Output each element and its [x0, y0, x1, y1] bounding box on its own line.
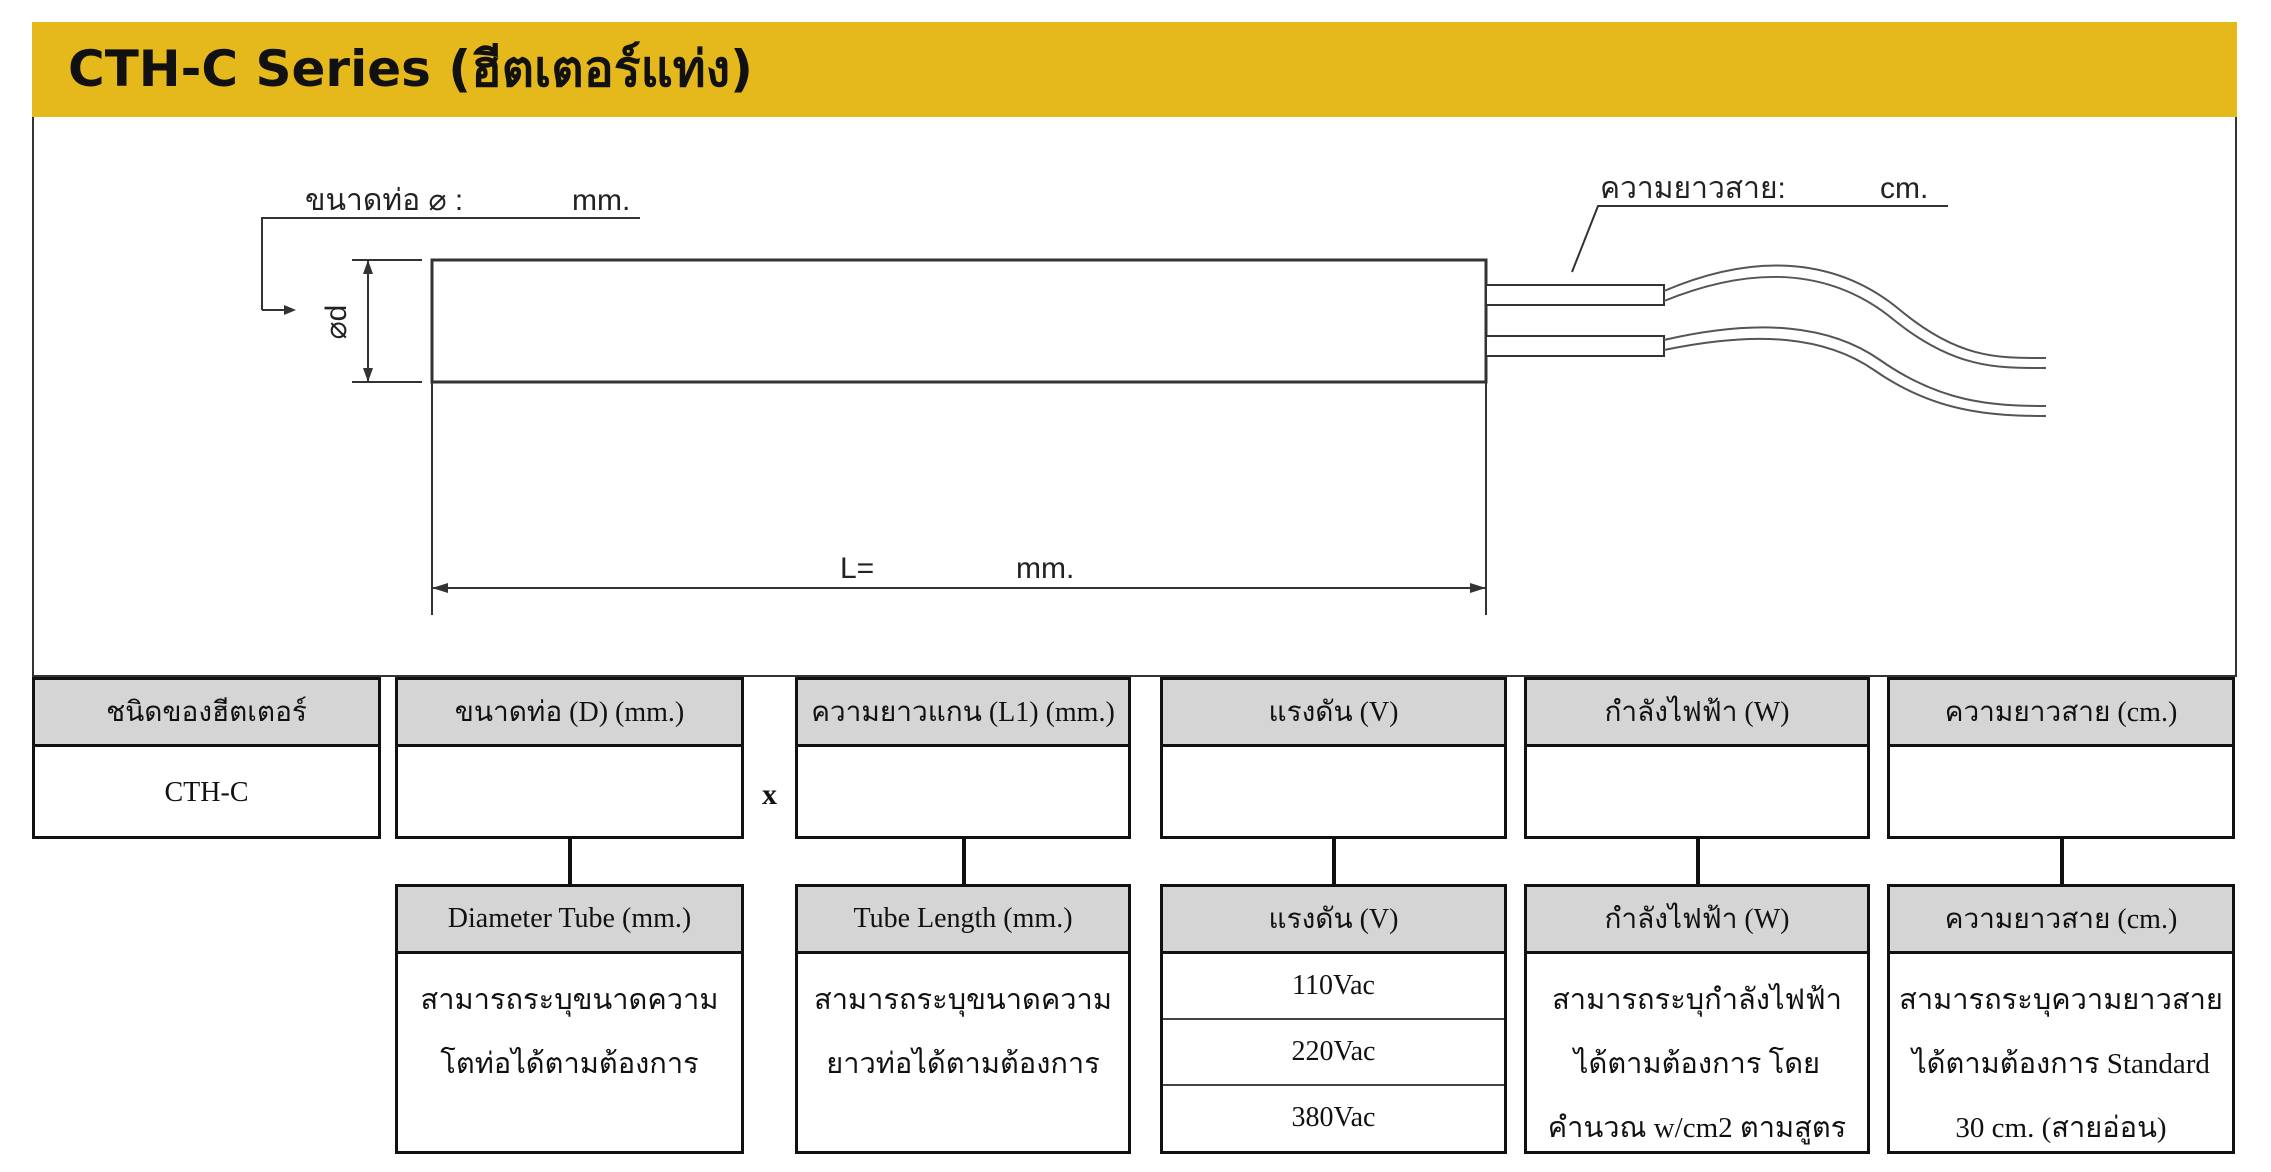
core-length-header: ความยาวแกน (L1) (mm.) [798, 680, 1128, 747]
lead-pin-bottom [1486, 336, 1664, 356]
core-length-input[interactable] [798, 747, 1128, 839]
cable-length-leader [1572, 206, 1948, 272]
length-info-cell [795, 884, 1131, 1154]
power-info-header: กำลังไฟฟ้า (W) [1527, 887, 1867, 954]
length-arrow-right [1470, 583, 1486, 593]
phi-d-arrow-bottom [363, 368, 373, 382]
power-info-line2: ได้ตามต้องการ โดย [1573, 1048, 1821, 1080]
cable-length-input[interactable] [1890, 747, 2232, 839]
voltage-header: แรงดัน (V) [1163, 680, 1504, 747]
core-length-cell [795, 677, 1131, 839]
connector-cable [2060, 839, 2064, 885]
length-info-line1: สามารถระบุขนาดความ [814, 984, 1112, 1016]
cable-length-label: ความยาวสาย: [1600, 172, 1786, 205]
tube-size-input[interactable] [398, 747, 741, 839]
voltage-option-380[interactable]: 380Vac [1291, 1102, 1376, 1133]
power-info-line1: สามารถระบุกำลังไฟฟ้า [1552, 984, 1842, 1016]
diameter-info-header: Diameter Tube (mm.) [398, 887, 741, 954]
cable-info-line1: สามารถระบุความยาวสาย [1899, 984, 2223, 1016]
cable-info-cell [1887, 884, 2235, 1154]
times-symbol: x [762, 778, 777, 811]
cable-length-cell [1887, 677, 2235, 839]
diameter-info-line2: โตท่อได้ตามต้องการ [440, 1048, 699, 1080]
length-info-header: Tube Length (mm.) [798, 887, 1128, 954]
svg-text:ขนาดท่อ ⌀ : [305, 184, 463, 217]
cable-length-header: ความยาวสาย (cm.) [1890, 680, 2232, 747]
tube-size-cell [395, 677, 744, 839]
diameter-info-cell [395, 884, 744, 1154]
phi-d-label: ⌀d [320, 304, 353, 340]
connector-voltage [1332, 839, 1336, 885]
voltage-option-110[interactable]: 110Vac [1163, 954, 1504, 1020]
voltage-option-220[interactable]: 220Vac [1163, 1020, 1504, 1086]
power-input[interactable] [1527, 747, 1867, 839]
connector-diameter [568, 839, 572, 885]
cable-info-header: ความยาวสาย (cm.) [1890, 887, 2232, 954]
phi-d-arrow-top [363, 260, 373, 274]
wire-top-a [1664, 266, 2046, 358]
power-header: กำลังไฟฟ้า (W) [1527, 680, 1867, 747]
connector-power [1696, 839, 1700, 885]
power-info-line3: คำนวณ w/cm2 ตามสูตร [1547, 1112, 1847, 1144]
lead-pin-top [1486, 285, 1664, 305]
cable-info-line2: ได้ตามต้องการ Standard [1912, 1048, 2210, 1080]
tube-size-arrowhead [284, 305, 296, 315]
cable-length-unit: cm. [1880, 172, 1929, 205]
power-info-cell [1524, 884, 1870, 1154]
wire-bottom-b [1664, 339, 2046, 416]
voltage-cell [1160, 677, 1507, 839]
cable-info-line3: 30 cm. (สายอ่อน) [1955, 1112, 2167, 1144]
tube-size-unit: mm. [572, 184, 631, 217]
heater-type-value: CTH-C [164, 777, 249, 808]
diameter-info-line1: สามารถระบุขนาดความ [420, 984, 719, 1016]
length-label: L= [840, 552, 875, 585]
power-cell [1524, 677, 1870, 839]
diameter-symbol: ⌀ [428, 184, 447, 217]
connector-length [962, 839, 966, 885]
heater-type-cell [32, 677, 381, 839]
length-unit: mm. [1016, 552, 1075, 585]
colon: : [446, 184, 464, 217]
page-title: CTH-C Series (ฮีตเตอร์แท่ง) [32, 22, 2237, 117]
voltage-info-cell [1160, 884, 1507, 1154]
voltage-info-header: แรงดัน (V) [1163, 887, 1504, 954]
tube-size-label: ขนาดท่อ [305, 184, 429, 217]
heater-tube [432, 260, 1486, 382]
voltage-input[interactable] [1163, 747, 1504, 839]
wire-bottom-a [1664, 327, 2046, 406]
heater-type-header: ชนิดของฮีตเตอร์ [35, 680, 378, 747]
tube-size-header: ขนาดท่อ (D) (mm.) [398, 680, 741, 747]
length-arrow-left [432, 583, 448, 593]
length-info-line2: ยาวท่อได้ตามต้องการ [826, 1048, 1100, 1080]
